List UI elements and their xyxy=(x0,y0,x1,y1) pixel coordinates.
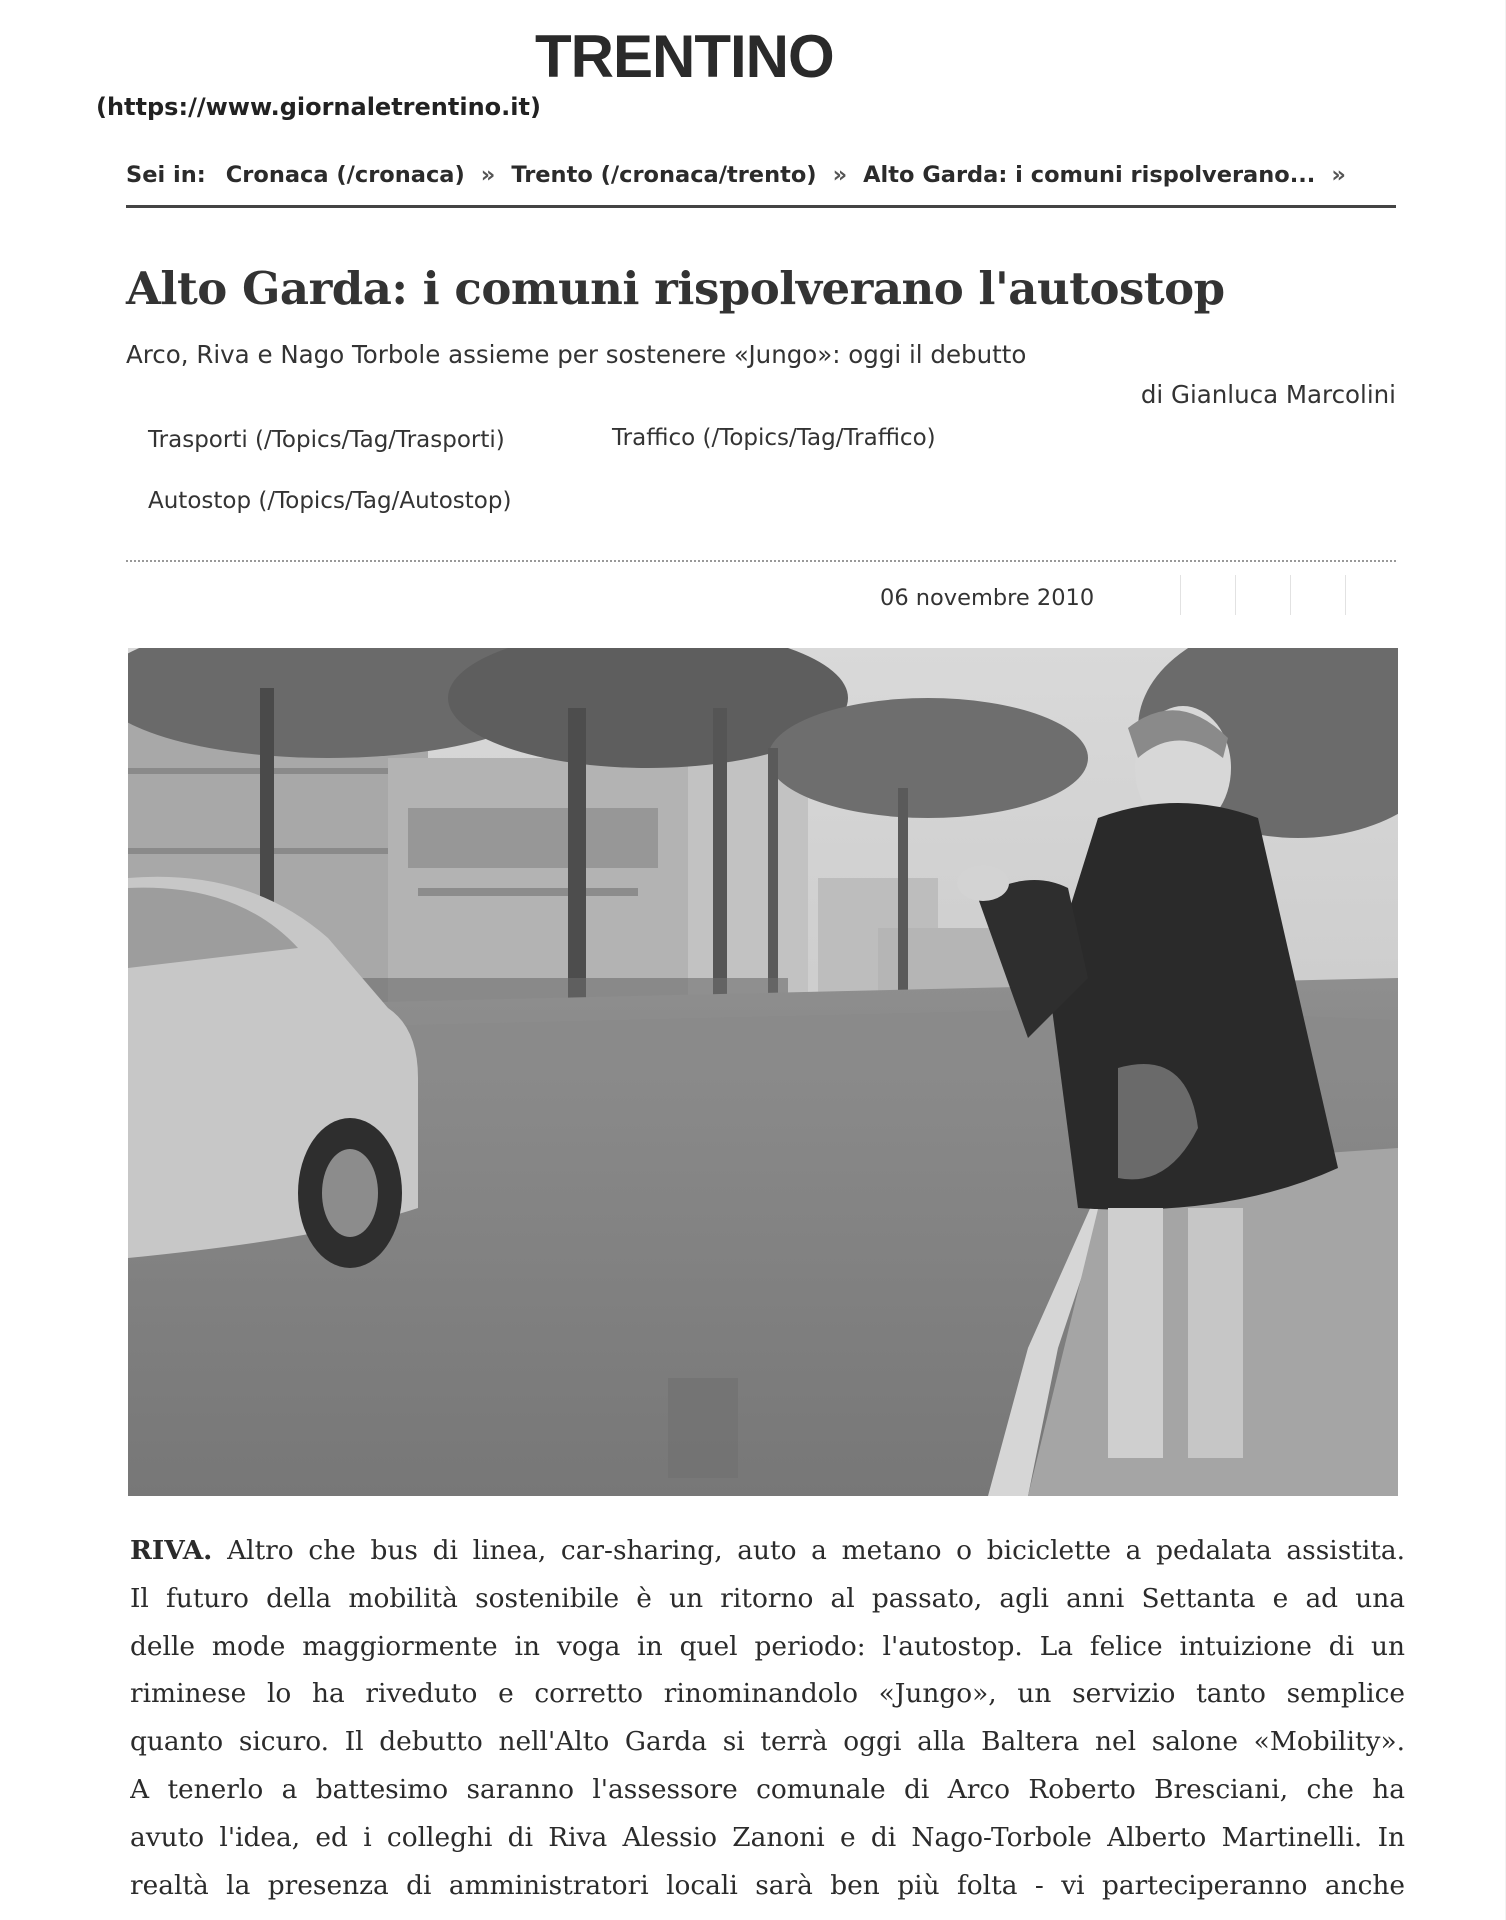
tag-autostop[interactable]: Autostop (/Topics/Tag/Autostop) xyxy=(148,488,512,514)
body-line: quanto sicuro. Il debutto nell'Alto Garda si terrà oggi alla Baltera nel salone «Mobility». xyxy=(130,1726,1405,1758)
body-line: delle mode maggiormente in voga in quel periodo: l'autostop. La felice intuizione di un xyxy=(130,1630,1405,1662)
body-line xyxy=(130,1527,1405,1575)
scan-artifact-line xyxy=(1290,575,1291,615)
scan-artifact-line xyxy=(1180,575,1181,615)
article-photo xyxy=(128,648,1398,1496)
tag-trasporti[interactable]: Trasporti (/Topics/Tag/Trasporti) xyxy=(148,427,505,453)
breadcrumb-divider xyxy=(126,205,1396,208)
body-line-text: Altro che bus di linea, car-sharing, auto a metano o biciclette a pedalata assistita. xyxy=(227,1535,1405,1566)
breadcrumb-item-current: Alto Garda: i comuni rispolverano... xyxy=(863,162,1316,188)
body-line: A tenerlo a battesimo saranno l'assessore comunale di Arco Roberto Bresciani, che ha xyxy=(130,1773,1405,1805)
breadcrumb-item-cronaca[interactable]: Cronaca (/cronaca) xyxy=(225,162,465,188)
scan-artifact-line xyxy=(1235,575,1236,615)
article-date: 06 novembre 2010 xyxy=(880,585,1095,611)
article-dateline: RIVA. xyxy=(130,1535,213,1566)
article-subtitle: Arco, Riva e Nago Torbole assieme per sostenere «Jungo»: oggi il debutto xyxy=(126,340,1027,369)
tag-traffico[interactable]: Traffico (/Topics/Tag/Traffico) xyxy=(612,425,936,451)
breadcrumb-item-trento[interactable]: Trento (/cronaca/trento) xyxy=(511,162,817,188)
breadcrumb-lead: Sei in: xyxy=(126,162,206,188)
scan-artifact-line xyxy=(1345,575,1346,615)
body-line: realtà la presenza di amministratori locali sarà ben più folta - vi parteciperanno anche xyxy=(130,1869,1405,1901)
breadcrumb-separator: » xyxy=(1331,162,1346,188)
breadcrumb-separator: » xyxy=(480,162,496,188)
breadcrumb xyxy=(126,162,1396,188)
article-title: Alto Garda: i comuni rispolverano l'autostop xyxy=(126,262,1225,315)
breadcrumb-separator: » xyxy=(832,162,848,188)
article-body xyxy=(130,1527,1405,1909)
article-byline: di Gianluca Marcolini xyxy=(1140,380,1396,409)
masthead-logo[interactable]: TRENTINO xyxy=(535,23,834,90)
site-url[interactable]: (https://www.giornaletrentino.it) xyxy=(96,93,541,121)
body-line: avuto l'idea, ed i colleghi di Riva Alessio Zanoni e di Nago-Torbole Alberto Martinelli. In xyxy=(130,1821,1405,1853)
body-line: Il futuro della mobilità sostenibile è un ritorno al passato, agli anni Settanta e ad una xyxy=(130,1582,1405,1614)
body-line: riminese lo ha riveduto e corretto rinominandolo «Jungo», un servizio tanto semplice xyxy=(130,1678,1405,1710)
tags-divider xyxy=(126,560,1396,562)
